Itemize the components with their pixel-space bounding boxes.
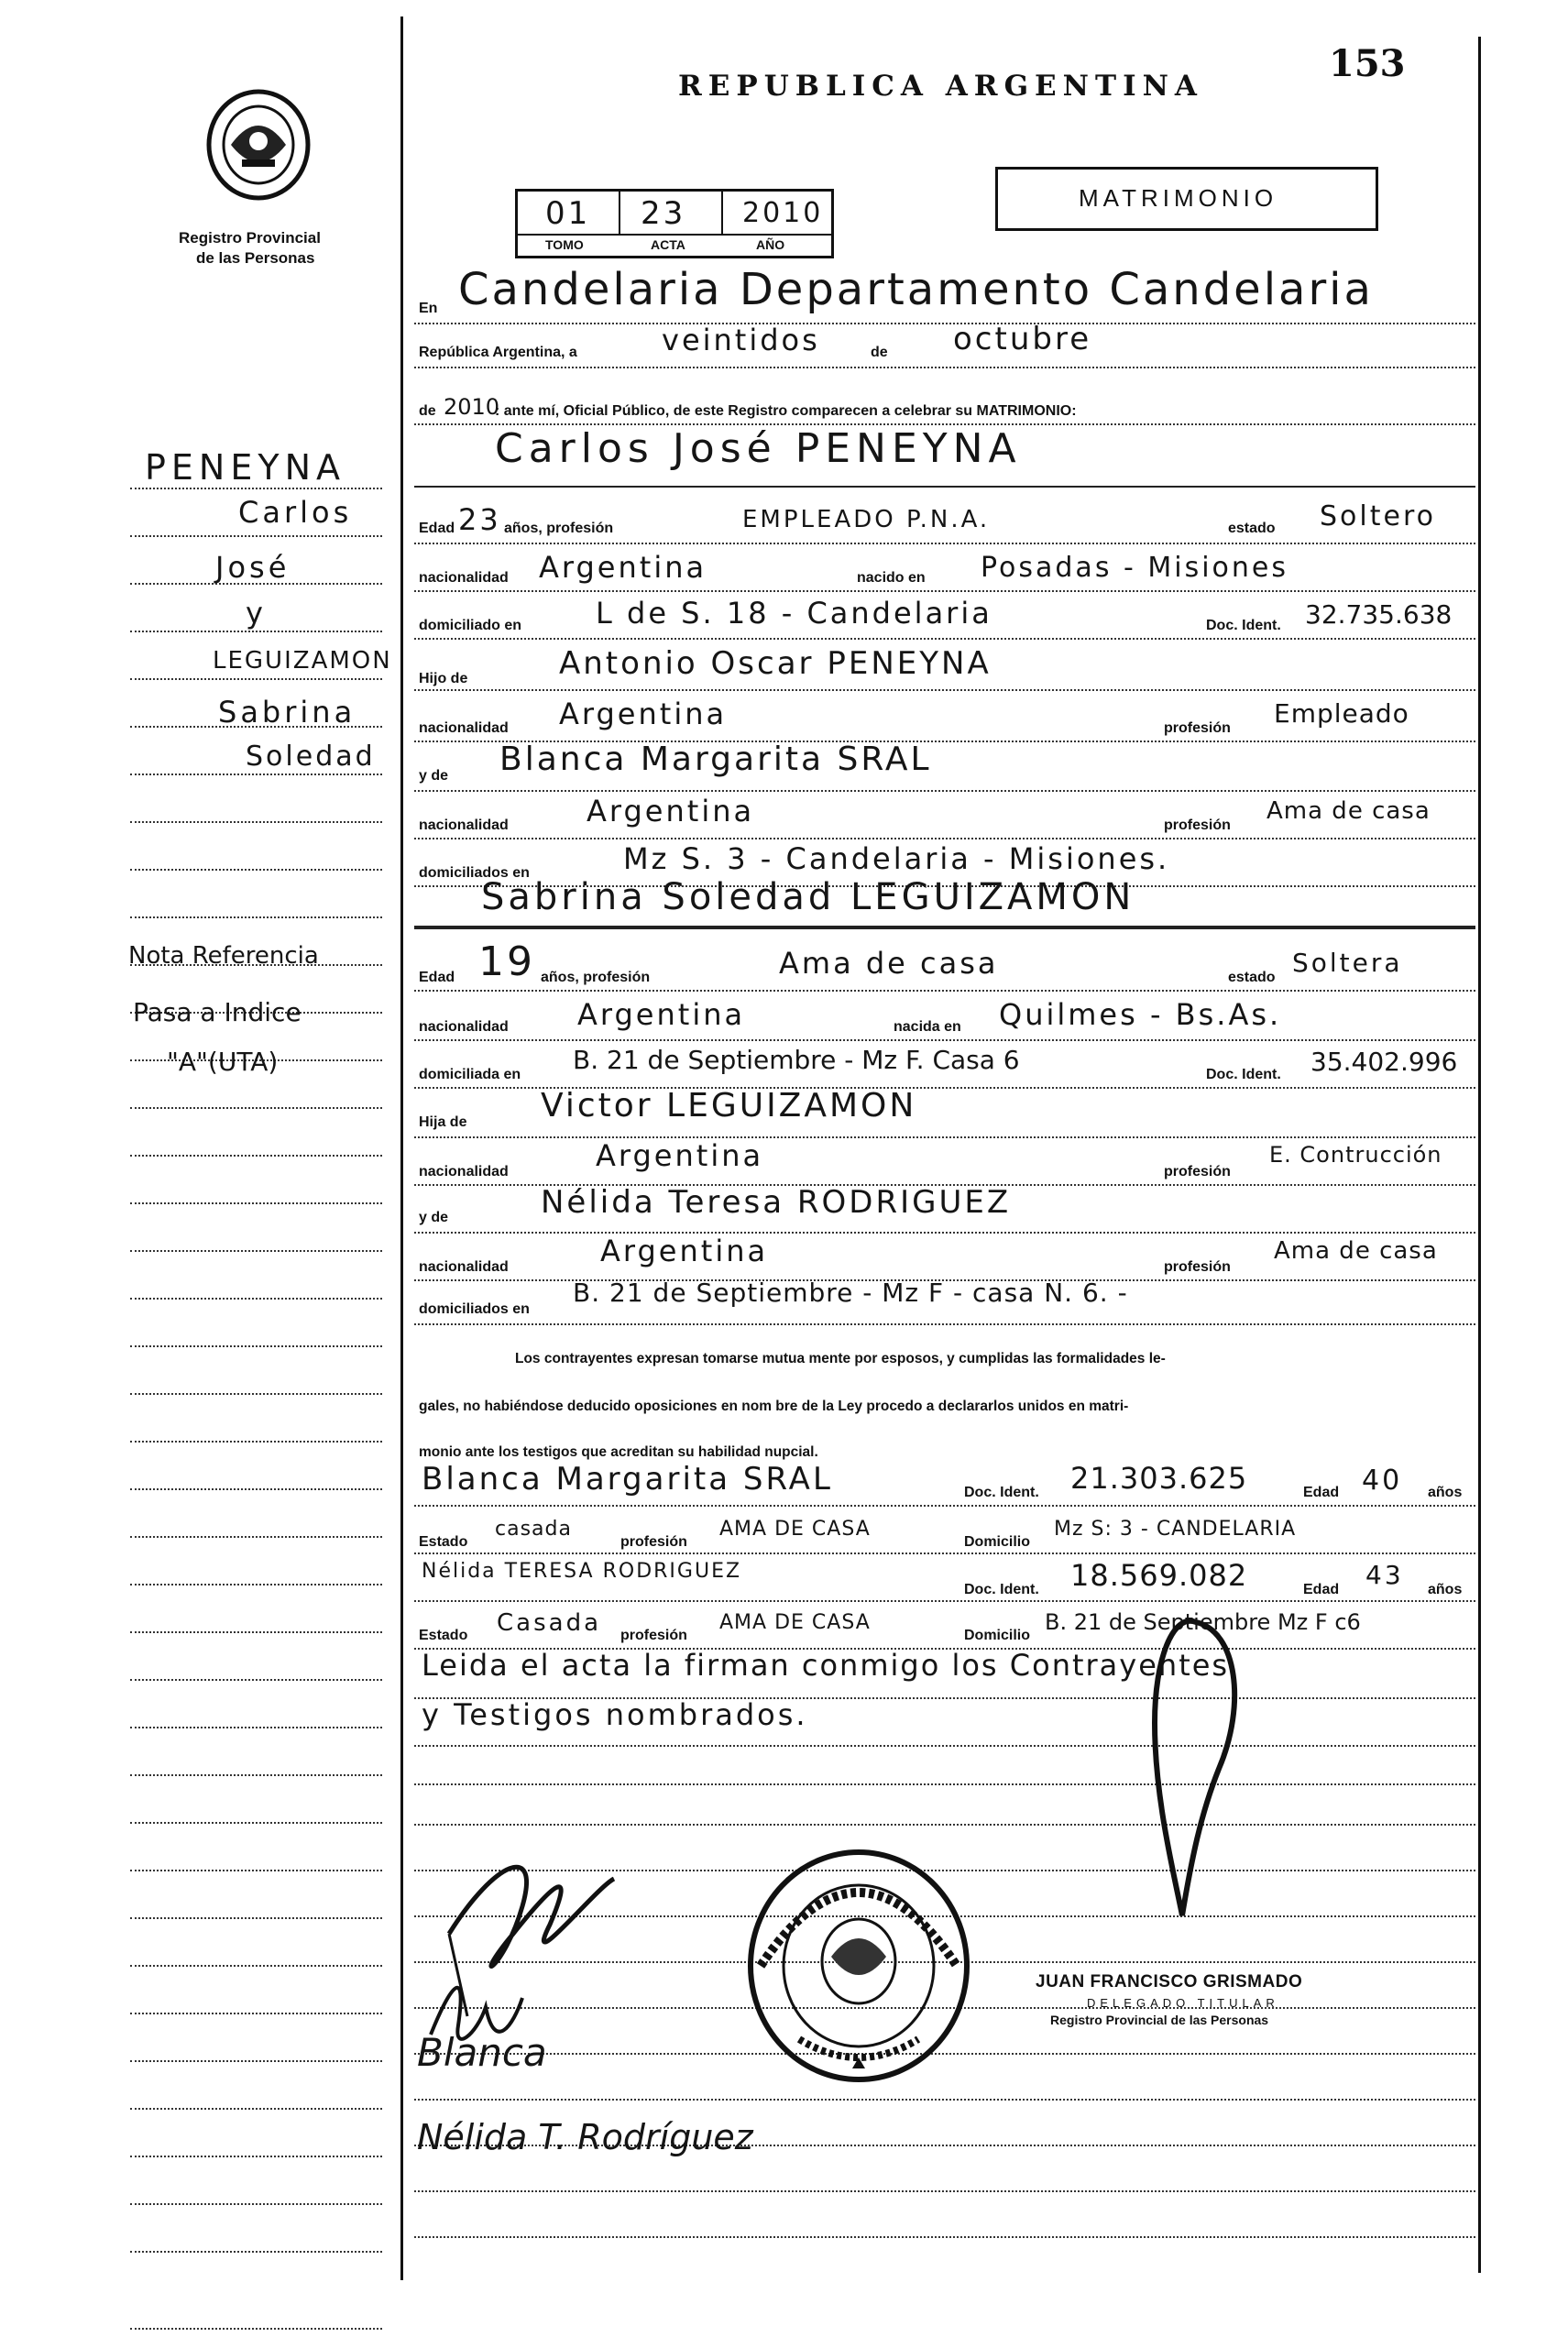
h-hijo-label: Hijo de xyxy=(419,671,468,686)
w1-anos-label: años xyxy=(1428,1485,1463,1500)
h-mnat-label: nacionalidad xyxy=(419,817,509,833)
witness2-address: B. 21 de Septiembre Mz F c6 xyxy=(1045,1609,1361,1635)
w-age: 19 xyxy=(478,938,535,985)
closing-line2: y Testigos nombrados. xyxy=(422,1697,808,1732)
witness2-estado: Casada xyxy=(497,1609,602,1637)
h-pdom-label: domiciliados en xyxy=(419,865,530,881)
h-father: Antonio Oscar PENEYNA xyxy=(559,645,992,682)
official-name: JUAN FRANCISCO GRISMADO xyxy=(1036,1972,1303,1991)
official-registry: Registro Provincial de las Personas xyxy=(1050,2013,1269,2027)
w-mnat-label: nacionalidad xyxy=(419,1259,509,1275)
witness2-name: Nélida TERESA RODRIGUEZ xyxy=(422,1560,742,1583)
h-nationality: Argentina xyxy=(539,550,707,585)
witness1-name: Blanca Margarita SRAL xyxy=(422,1461,833,1498)
margin-conjunction: y xyxy=(246,596,263,631)
margin-rule xyxy=(400,16,403,2280)
w-pdom-label: domiciliados en xyxy=(419,1301,530,1317)
registry-name: Registro Provincial xyxy=(179,229,321,247)
official-signature-icon xyxy=(1109,1613,1255,1943)
h-estado-label: estado xyxy=(1228,521,1276,536)
closing-line1: Leida el acta la firman conmigo los Contrayentes xyxy=(422,1648,1230,1683)
h-estado: Soltero xyxy=(1320,500,1436,532)
w-mother: Nélida Teresa RODRIGUEZ xyxy=(541,1184,1012,1221)
h-father-nationality: Argentina xyxy=(559,697,728,731)
republica-label: República Argentina, a xyxy=(419,345,577,360)
w-estado-label: estado xyxy=(1228,970,1276,985)
w2-dom-label: Domicilio xyxy=(964,1628,1031,1643)
w1-edad-label: Edad xyxy=(1303,1485,1340,1500)
tomo-value: 01 xyxy=(545,195,591,232)
de2-label: de xyxy=(419,403,436,419)
margin-husband-given2: José xyxy=(215,550,291,585)
w-hija-label: Hija de xyxy=(419,1114,467,1130)
margin-wife-given2: Soledad xyxy=(246,741,376,773)
document-type-box xyxy=(995,167,1378,231)
margin-husband-surname: PENEYNA xyxy=(145,447,345,488)
w-edad-label: Edad xyxy=(419,970,455,985)
h-address: L de S. 18 - Candelaria xyxy=(596,596,992,631)
h-mprof-label: profesión xyxy=(1164,817,1231,833)
w-profession: Ama de casa xyxy=(779,946,999,981)
provincial-crest-icon xyxy=(203,88,313,207)
official-title: DELEGADO TITULAR xyxy=(1087,1996,1279,2010)
intro-sentence: : ante mí, Oficial Público, de este Registro comparecen a celebrar su MATRIMONIO: xyxy=(495,403,1077,419)
h-birthplace: Posadas - Misiones xyxy=(981,552,1288,584)
w1-dom-label: Domicilio xyxy=(964,1534,1031,1550)
w2-edad-label: Edad xyxy=(1303,1582,1340,1597)
de-label: de xyxy=(871,345,888,360)
h-mother-profession: Ama de casa xyxy=(1266,797,1431,825)
margin-husband-given1: Carlos xyxy=(238,495,353,530)
h-profession: EMPLEADO P.N.A. xyxy=(742,506,991,533)
w1-prof-label: profesión xyxy=(620,1534,687,1550)
w-doc: 35.402.996 xyxy=(1310,1047,1458,1077)
witness1-address: Mz S: 3 - CANDELARIA xyxy=(1054,1518,1297,1541)
h-mother-nationality: Argentina xyxy=(587,794,755,828)
w-mprof-label: profesión xyxy=(1164,1259,1231,1275)
w-fnat-label: nacionalidad xyxy=(419,1164,509,1179)
declaration-line1: Los contrayentes expresan tomarse mutua mente por esposos, y cumplidas las formalidades le- xyxy=(515,1351,1166,1366)
country-title: REPUBLICA ARGENTINA xyxy=(678,70,1203,103)
intro-place: Candelaria Departamento Candelaria xyxy=(458,264,1374,315)
w-father: Victor LEGUIZAMON xyxy=(541,1087,917,1125)
w1-estado-label: Estado xyxy=(419,1534,468,1550)
w-mother-profession: Ama de casa xyxy=(1274,1237,1438,1265)
h-nacido-label: nacido en xyxy=(857,570,926,586)
w-birthplace: Quilmes - Bs.As. xyxy=(999,997,1282,1032)
margin-note-line3: "A"(UTA) xyxy=(167,1047,279,1077)
acta-label: ACTA xyxy=(651,237,685,252)
acta-value: 23 xyxy=(641,195,686,232)
w-father-nationality: Argentina xyxy=(596,1138,764,1173)
h-doc-label: Doc. Ident. xyxy=(1206,618,1281,633)
declaration-line3: monio ante los testigos que acreditan su habilidad nupcial. xyxy=(419,1444,818,1460)
w1-doc-label: Doc. Ident. xyxy=(964,1485,1039,1500)
husband-name: Carlos José PENEYNA xyxy=(495,425,1022,472)
page-number: 153 xyxy=(1329,42,1406,85)
w2-anos-label: años xyxy=(1428,1582,1463,1597)
w-nacida-label: nacida en xyxy=(894,1019,961,1035)
h-yde-label: y de xyxy=(419,768,449,784)
w2-prof-label: profesión xyxy=(620,1628,687,1643)
h-age: 23 xyxy=(458,502,501,537)
intro-year: 2010 xyxy=(444,394,500,420)
tomo-label: TOMO xyxy=(545,237,584,252)
registry-name-2: de las Personas xyxy=(196,249,315,267)
witness1-estado: casada xyxy=(495,1518,572,1541)
wife-name: Sabrina Soledad LEGUIZAMON xyxy=(481,876,1135,918)
h-mother: Blanca Margarita SRAL xyxy=(499,741,932,778)
right-rule xyxy=(1478,37,1481,2273)
witness1-profession: AMA DE CASA xyxy=(719,1518,871,1541)
w-address: B. 21 de Septiembre - Mz F. Casa 6 xyxy=(573,1045,1020,1075)
w-anos-label: años, profesión xyxy=(541,970,651,985)
record-number-box xyxy=(515,189,834,258)
h-fnat-label: nacionalidad xyxy=(419,720,509,736)
w-mother-nationality: Argentina xyxy=(600,1234,769,1268)
h-father-profession: Empleado xyxy=(1274,698,1409,729)
h-nat-label: nacionalidad xyxy=(419,570,509,586)
witness1-age: 40 xyxy=(1362,1465,1403,1497)
ano-label: AÑO xyxy=(756,237,785,252)
h-parents-address: Mz S. 3 - Candelaria - Misiones. xyxy=(623,841,1170,876)
w-yde-label: y de xyxy=(419,1210,449,1225)
w-parents-address: B. 21 de Septiembre - Mz F - casa N. 6. - xyxy=(573,1278,1128,1308)
ano-value: 2010 xyxy=(742,197,824,229)
margin-note-line2: Pasa a Indice xyxy=(133,997,302,1027)
w2-doc-label: Doc. Ident. xyxy=(964,1582,1039,1597)
h-fprof-label: profesión xyxy=(1164,720,1231,736)
declaration-line2: gales, no habiéndose deducido oposiciones en nom bre de la Ley procedo a declararlos unidos en matri- xyxy=(419,1399,1129,1414)
h-edad-label: Edad xyxy=(419,521,455,536)
w2-estado-label: Estado xyxy=(419,1628,468,1643)
w-nationality: Argentina xyxy=(577,997,746,1032)
h-doc: 32.735.638 xyxy=(1305,599,1453,630)
intro-day: veintidos xyxy=(662,323,820,357)
document-type: MATRIMONIO xyxy=(1079,184,1278,212)
margin-wife-given1: Sabrina xyxy=(218,695,356,730)
intro-month: octubre xyxy=(953,321,1092,357)
witness1-doc: 21.303.625 xyxy=(1070,1461,1248,1496)
w-estado: Soltera xyxy=(1292,948,1403,978)
w-dom-label: domiciliada en xyxy=(419,1067,521,1082)
witness2-profession: AMA DE CASA xyxy=(719,1611,871,1634)
witness2-age: 43 xyxy=(1365,1560,1404,1590)
signature-nelida: Nélida T. Rodríguez xyxy=(417,2117,753,2157)
w-fprof-label: profesión xyxy=(1164,1164,1231,1179)
w-father-profession: E. Contrucción xyxy=(1269,1142,1442,1168)
w-doc-label: Doc. Ident. xyxy=(1206,1067,1281,1082)
h-anos-label: años, profesión xyxy=(504,521,614,536)
h-dom-label: domiciliado en xyxy=(419,618,522,633)
w-nat-label: nacionalidad xyxy=(419,1019,509,1035)
signature-scribbles-icon xyxy=(412,1824,779,2337)
signature-blanca: Blanca xyxy=(417,2030,547,2075)
margin-note-line1: Nota Referencia xyxy=(128,942,319,970)
margin-wife-surname: LEGUIZAMON xyxy=(213,647,392,675)
en-label: En xyxy=(419,301,438,316)
witness2-doc: 18.569.082 xyxy=(1070,1558,1248,1593)
